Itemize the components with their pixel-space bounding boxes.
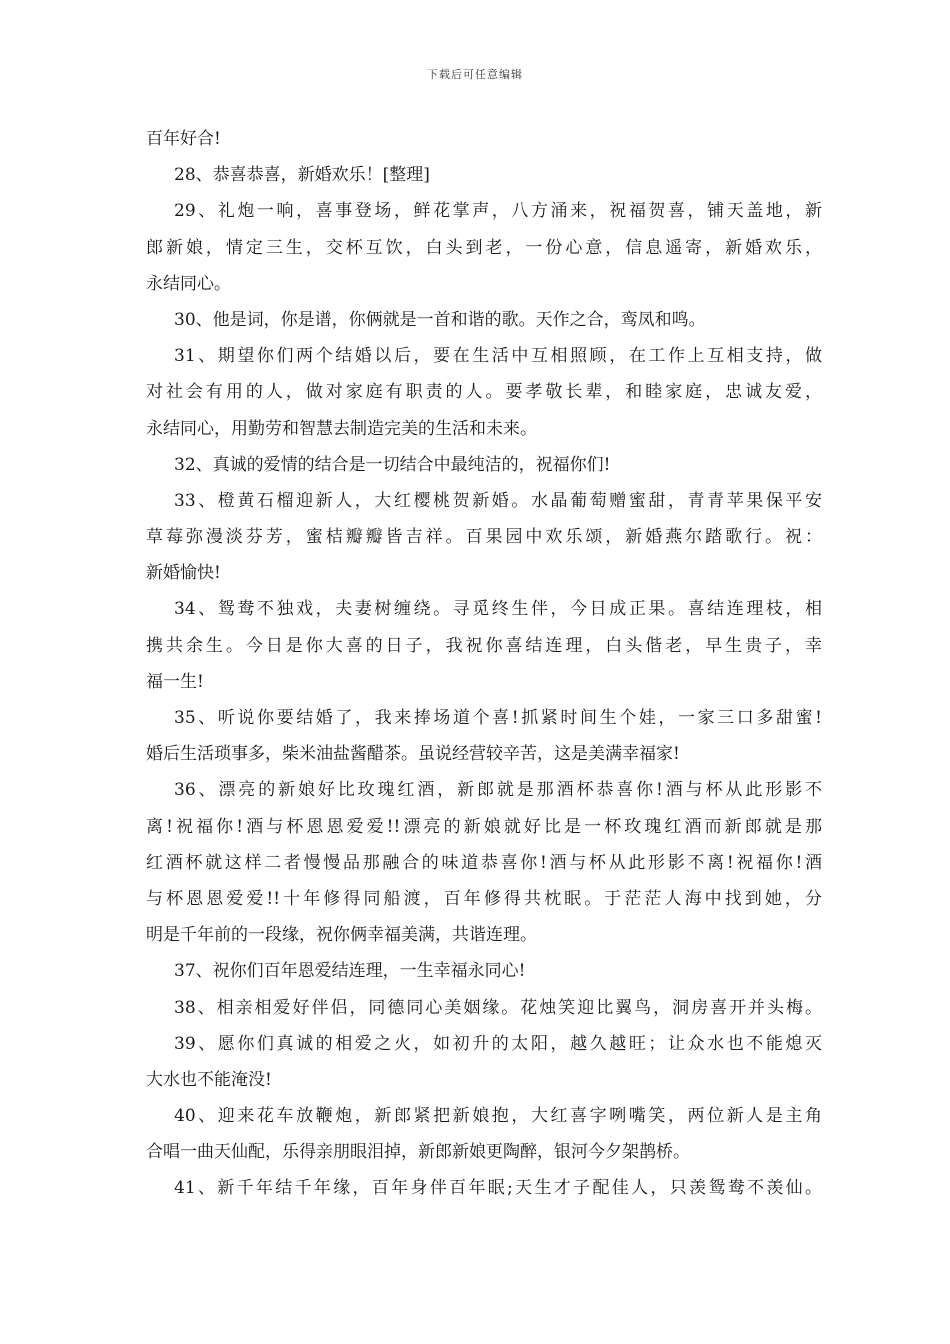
text-line: 39、愿你们真诚的相爱之火，如初升的太阳，越久越旺；让众水也不能熄灭 [174, 1033, 822, 1054]
text-line: 31、期望你们两个结婚以后，要在生活中互相照顾，在工作上互相支持，做 [174, 346, 822, 367]
text-line: 明是千年前的一段缘，祝你俩幸福美满，共谐连理。 [146, 925, 537, 946]
text-line: 合唱一曲天仙配，乐得亲朋眼泪掉，新郎新娘更陶醉，银河今夕架鹊桥。 [146, 1142, 690, 1163]
text-line: 36、漂亮的新娘好比玫瑰红酒，新郎就是那酒杯恭喜你!酒与杯从此形影不 [174, 780, 822, 801]
text-line: 草莓弥漫淡芬芳，蜜桔瓣瓣皆吉祥。百果园中欢乐颂，新婚燕尔踏歌行。祝： [146, 527, 822, 548]
text-line: 33、橙黄石榴迎新人，大红樱桃贺新婚。水晶葡萄赠蜜甜，青青苹果保平安 [174, 490, 822, 511]
text-line: 38、相亲相爱好伴侣，同德同心美姻缘。花烛笑迎比翼鸟，洞房喜开并头梅。 [174, 997, 822, 1018]
text-line: 大水也不能淹没! [146, 1069, 272, 1090]
text-line: 41、新千年结千年缘，百年身伴百年眠;天生才子配佳人，只羡鸳鸯不羡仙。 [174, 1178, 822, 1199]
text-line: 永结同心。 [146, 273, 231, 294]
text-line: 40、迎来花车放鞭炮，新郎紧把新娘抱，大红喜字咧嘴笑，两位新人是主角 [174, 1106, 822, 1127]
page-header: 下载后可任意编辑 [427, 68, 523, 81]
text-line: 与杯恩恩爱爱!!十年修得同船渡，百年修得共枕眠。于茫茫人海中找到她，分 [146, 888, 822, 909]
text-line: 婚后生活琐事多，柴米油盐酱醋茶。虽说经营较辛苦，这是美满幸福家! [146, 744, 680, 765]
text-line: 郎新娘，情定三生，交杯互饮，白头到老，一份心意，信息遥寄，新婚欢乐， [146, 237, 822, 258]
text-line: 携共余生。今日是你大喜的日子，我祝你喜结连理，白头偕老，早生贵子，幸 [146, 635, 822, 656]
text-line: 对社会有用的人，做对家庭有职责的人。要孝敬长辈，和睦家庭，忠诚友爱， [146, 382, 822, 403]
text-line: 32、真诚的爱情的结合是一切结合中最纯洁的，祝福你们! [174, 454, 611, 475]
text-line: 30、他是词，你是谱，你俩就是一首和谐的歌。天作之合，鸾凤和鸣。 [174, 309, 706, 330]
text-line: 福一生! [146, 671, 204, 692]
document-body [146, 121, 822, 1207]
text-line: 百年好合! [146, 129, 221, 149]
text-line: 37、祝你们百年恩爱结连理，一生幸福永同心! [174, 961, 526, 982]
text-line: 红酒杯就这样二者慢慢品那融合的味道恭喜你!酒与杯从此形影不离!祝福你!酒 [146, 852, 822, 873]
text-line: 28、恭喜恭喜，新婚欢乐！[整理] [174, 165, 430, 186]
text-line: 29、礼炮一响，喜事登场，鲜花掌声，八方涌来，祝福贺喜，铺天盖地，新 [174, 201, 822, 222]
text-line: 新婚愉快! [146, 563, 221, 584]
text-line: 34、鸳鸯不独戏，夫妻树缠绕。寻觅终生伴，今日成正果。喜结连理枝，相 [174, 599, 822, 620]
text-line: 离!祝福你!酒与杯恩恩爱爱!!漂亮的新娘就好比是一杯玫瑰红酒而新郎就是那 [146, 816, 822, 837]
text-line: 永结同心，用勤劳和智慧去制造完美的生活和未来。 [146, 418, 537, 439]
text-line: 35、听说你要结婚了，我来捧场道个喜!抓紧时间生个娃，一家三口多甜蜜! [174, 708, 822, 728]
